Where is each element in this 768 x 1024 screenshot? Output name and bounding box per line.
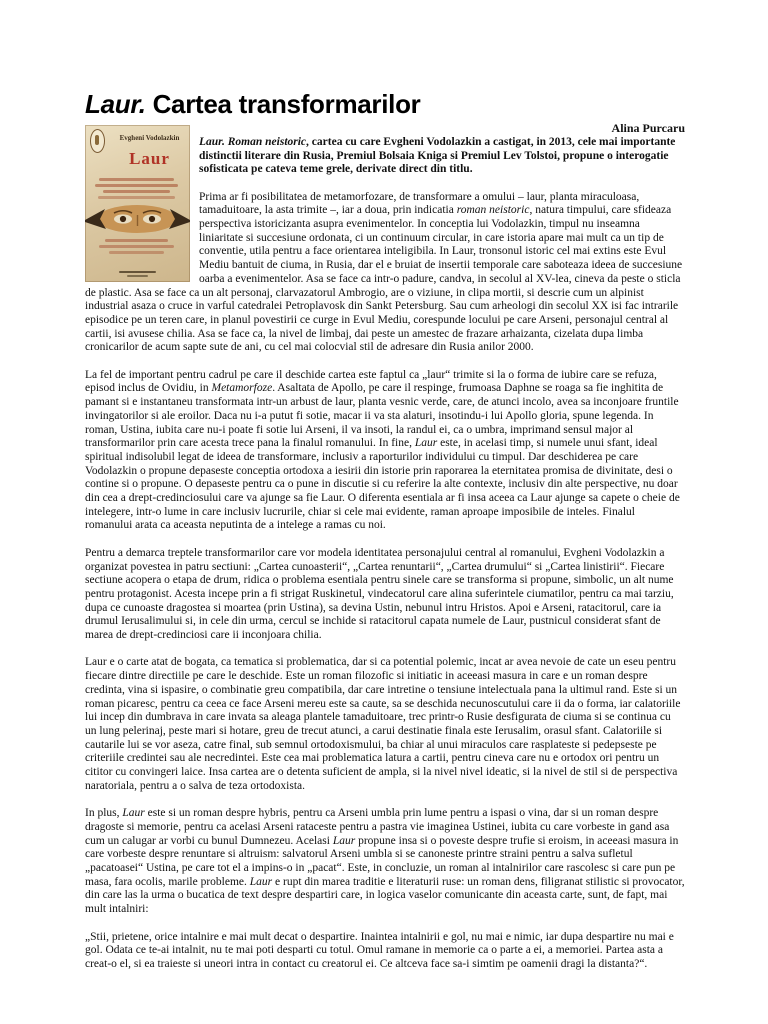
book-cover-ornament xyxy=(95,184,178,187)
byline: Alina Purcaru xyxy=(611,121,685,136)
book-cover-publisher-mark xyxy=(127,275,148,277)
paragraph-3 xyxy=(85,369,685,533)
paragraph-6-segment: e rupt din marea traditie e literaturii ruse: un roman dens, filigranat stilistic si provocator, din care las la urma o bucatica de text despre despartiri care, in logica vaselor comunicante din aceasta carte, sunt, de fapt, mai mult intalniri: xyxy=(85,875,685,916)
paragraph-2-segment: roman neistoric xyxy=(456,204,530,217)
paragraph-3-segment: Laur xyxy=(414,437,438,450)
paragraph-6-segment: In plus, xyxy=(85,807,123,820)
paragraph-2-segment: Prima ar fi posibilitatea de metamorfozare, de transformare a omului – laur, planta miraculoasa, tamaduitoare, la asta trimite –, iar a doua, prin indicatia xyxy=(199,190,640,217)
book-cover-ornament xyxy=(99,178,174,181)
page-title-rest: Cartea transformarilor xyxy=(145,89,421,119)
paragraph-2-segment: , natura timpului, care sfideaza perspectiva istoricizanta asupra evenimentelor. In conceptia lui Vodolazkin, timpul nu inseamna liniaritate si succesiune ordonata, ci un continuum circular, in care istoria apare mai mult ca un tip de conventie, utila pentru a face orientarea inteligibila. In Laur, tronsonul istoric cel mai extins este Evul Mediu bantuit de ciuma, in Rusia, dar el e bruiat de insertii temporale care saboteaza ideea de succesiune oarba a evenimentelor. Asa se face ca intr-o padure, candva, in secolul al XV-lea, cineva da peste o sticla de plastic. Asa se face ca un alt personaj, clarvazatorul Ambrogio, are o viziune, in clipa mortii, si descrie cum un alpinist industrial asaza o cruce in varful catedralei Petroplavosk din Sankt Petersburg. Sau cum arheologi din secolul XX isi fac intrarile episodice pe un teren care, in planul povestirii ce curge in Evul Mediu, corespunde locului pe care Arseni, personajul central al cartii, isi avusese chilia. Asa se face ca, la nivel de limbaj, dai peste un amestec de frazare arhaizanta, cizelata dupa limba cronicarilor de acum sapte sute de ani, cu cel mai colocvial stil de adresare din Rusia anilor 2000. xyxy=(85,204,683,354)
paragraph-3-segment: . Asaltata de Apollo, pe care il respinge, frumoasa Daphne se roaga sa fie inghitita de pamant si e instantaneu transformata intr-un arbust de laur, planta vesnic verde, care, de atunci incolo, avea sa inconjoare fruntile invingatorilor si ale eroilor. Daca nu i-a putut fi sotie, macar ii va sta alaturi, insotindu-i lui Apollo gloria, spune legenda. In roman, Ustina, iubita care nu-i poate fi sotie lui Arseni, il va insoti, la randul ei, ca o umbra, imprimand sensul major al transformarilor prin care acesta trece pana la finalul romanului. In fine, xyxy=(85,382,679,450)
paragraph-7 xyxy=(85,931,685,972)
paragraph-6-segment: propune insa si o poveste despre trufie si eroism, in aceeasi masura in care vorbeste despre renuntare si altruism: salvatorul Arseni umbla si se canoneste printre straini pentru a salva sufletul „pacatoasei“ Ustina, pe care tot el a impins-o in „pacat“. Este, in concluzie, un roman al intalnirilor care rascolesc si care pun pe masa, fara ocolis, marile probleme. xyxy=(85,834,679,888)
paragraph-7-segment: „Stii, prietene, orice intalnire e mai mult decat o despartire. Inaintea intalnirii e gol, nu mai e nimic, iar dupa despartire nu mai e gol. Odata ce te-ai intalnit, nu te mai poti desparti cu totul. Omul ramane in memorie ca o parte a ei, a memoriei. Partea asta a creat-o el, si ea traieste si uneori intra in contact cu creatorul ei. Ce altceva face sa-i simtim pe oamenii dragi la distanta?“. xyxy=(85,930,674,970)
book-cover-ornament xyxy=(103,190,170,193)
book-cover-ornament xyxy=(109,251,164,254)
paragraph-1-segment: Laur. Roman neistoric xyxy=(199,135,307,148)
paragraph-4-segment: Pentru a demarca treptele transformarilor care vor modela identitatea personajului central al romanului, Evgheni Vodolazkin a organizat povestea in patru sectiuni: „Cartea cunoasterii“, „Cartea renuntarii“, „Cartea drumului“ si „Cartea linistirii“. Fiecare sectiune acopera o etapa de drum, ridica o problema esentiala pentru sinele care se transforma si propune, simbolic, un alt nume pentru protagonist. Acesta incepe prin a fi strigat Ruskinetul, vindecatorul care alina suferintele ciumatilor, pentru ca mai tarziu, dupa ce cunoaste dragostea si moartea (prin Ustina), sa devina Ustin, nebunul intru Hristos. Apoi e Arseni, ratacitorul, care ia drumul Ierusalimului si, in cele din urma, cercul se inchide si ratacitorul capata numele de Laur, pustnicul considerat sfant de marea de drept-credinciosi care ii inconjoara chilia. xyxy=(85,546,674,642)
paragraph-5 xyxy=(85,656,685,793)
paragraph-6-segment: Laur xyxy=(249,875,273,888)
book-cover-emblem-icon xyxy=(90,129,105,153)
book-cover-title: Laur xyxy=(129,149,170,169)
page-title-italic-part: Laur. xyxy=(85,89,146,119)
paragraph-6-segment: este si un roman despre hybris, pentru ca Arseni umbla prin lume pentru a ispasi o vina, dar si un roman despre dragoste si memorie, pentru ca acelasi Arseni rataceste pentru a pastra vie imaginea Ustinei, iubita cu care vorbeste in gand asa cum un calugar ar vorbi cu bunul Dumnezeu. Acelasi xyxy=(85,807,670,847)
page-title xyxy=(85,90,685,119)
book-cover-publisher-mark xyxy=(119,271,156,273)
book-cover-eyes-art xyxy=(85,204,190,234)
paragraph-3-segment: Metamorfoze xyxy=(211,382,273,395)
book-cover-ornament xyxy=(105,239,168,242)
paragraph-3-segment: este, in acelasi timp, si numele unui sfant, ideal spiritual indisolubil legat de ideea de transformare, inclusiv a raporturilor individului cu timpul. Dar deschiderea pe care Vodolazkin o propune depaseste conceptia ortodoxa a iesirii din istorie prin raporarea la eternitatea promisa de divinitate, desi o contine si o propune. O depaseste pentru ca o pune in discutie si cu referire la alte contexte, inclusiv din alte perspective, nu doar din cea a drept-credinciosului care va ajunge sa fie Laur. O diferenta esentiala ar fi insa aceea ca Laur ajunge sa capete o cheie de intelegere, intr-o lume in care inclusiv lucrurile, chiar si cele mai evidente, raman aproape imposibile de inteles. Finalul romanului arata ca aceasta neputinta de a intelege a ramas cu noi. xyxy=(85,437,680,532)
paragraph-4 xyxy=(85,547,685,643)
paragraph-6 xyxy=(85,807,685,917)
book-cover xyxy=(85,125,190,282)
article-flow xyxy=(85,122,685,972)
paragraph-6-segment: Laur xyxy=(332,834,356,847)
book-cover-ornament xyxy=(99,245,174,248)
book-cover-author: Evgheni Vodolazkin xyxy=(119,134,180,143)
paragraph-6-segment: Laur xyxy=(122,807,145,820)
paragraph-5-segment: Laur e o carte atat de bogata, ca tematica si problematica, dar si ca potential polemic, incat ar avea nevoie de cate un eseu pentru fiecare dintre directiile pe care le deschide. Este un roman filozofic si initiatic in aceeasi masura in care e un roman despre credinta, vina si ispasire, o combinatie greu compatibila, dar care intretine o tensiune intelectuala pana la ultimul rand. Este si un roman picaresc, pentru ca ceea ce face Arseni mereu este sa caute, sa se deschida necunoscutului care ii da o forma, iar calatoriile lui incep din dumbrava in care invata sa aleaga plantele tamaduitoare, trec printr-o Rusie desfigurata de ciuma si se continua cu un lung pelerinaj, peste mari si hotare, greu de trecut atunci, a carui destinatie finala este Ierusalim, orasul sfant. Calatoriile si cautarile lui se vor aseza, catre final, sub semnul ortodoxismului, ba chiar al unui miraculos care rasplateste si pedepseste pe criteriile credintei sau ale necredintei. Este cea mai problematica latura a cartii, pentru cineva care nu e ortodox ori pentru un cititor cu convingeri laice. Insa cartea are o detenta suficient de ampla, si la nivel nivel ideatic, si la nivel de stil si de perspectiva naratoriala, pentru a o salva de teza ortodoxista. xyxy=(85,656,681,792)
paragraph-1-segment: , cartea cu care Evgheni Vodolazkin a castigat, in 2013, cele mai importante distinctii literare din Rusia, Premiul Bolsaia Kniga si Premiul Lev Tolstoi, propune o interogatie sofisticata pe cateva teme grele, derivate direct din titlu. xyxy=(199,135,676,176)
book-cover-ornament xyxy=(98,196,175,199)
paragraph-3-segment: La fel de important pentru cadrul pe care il deschide cartea este faptul ca „laur“ trimite si la o forma de iubire care se refuza, episod inclus de Ovidiu, in xyxy=(85,368,657,395)
